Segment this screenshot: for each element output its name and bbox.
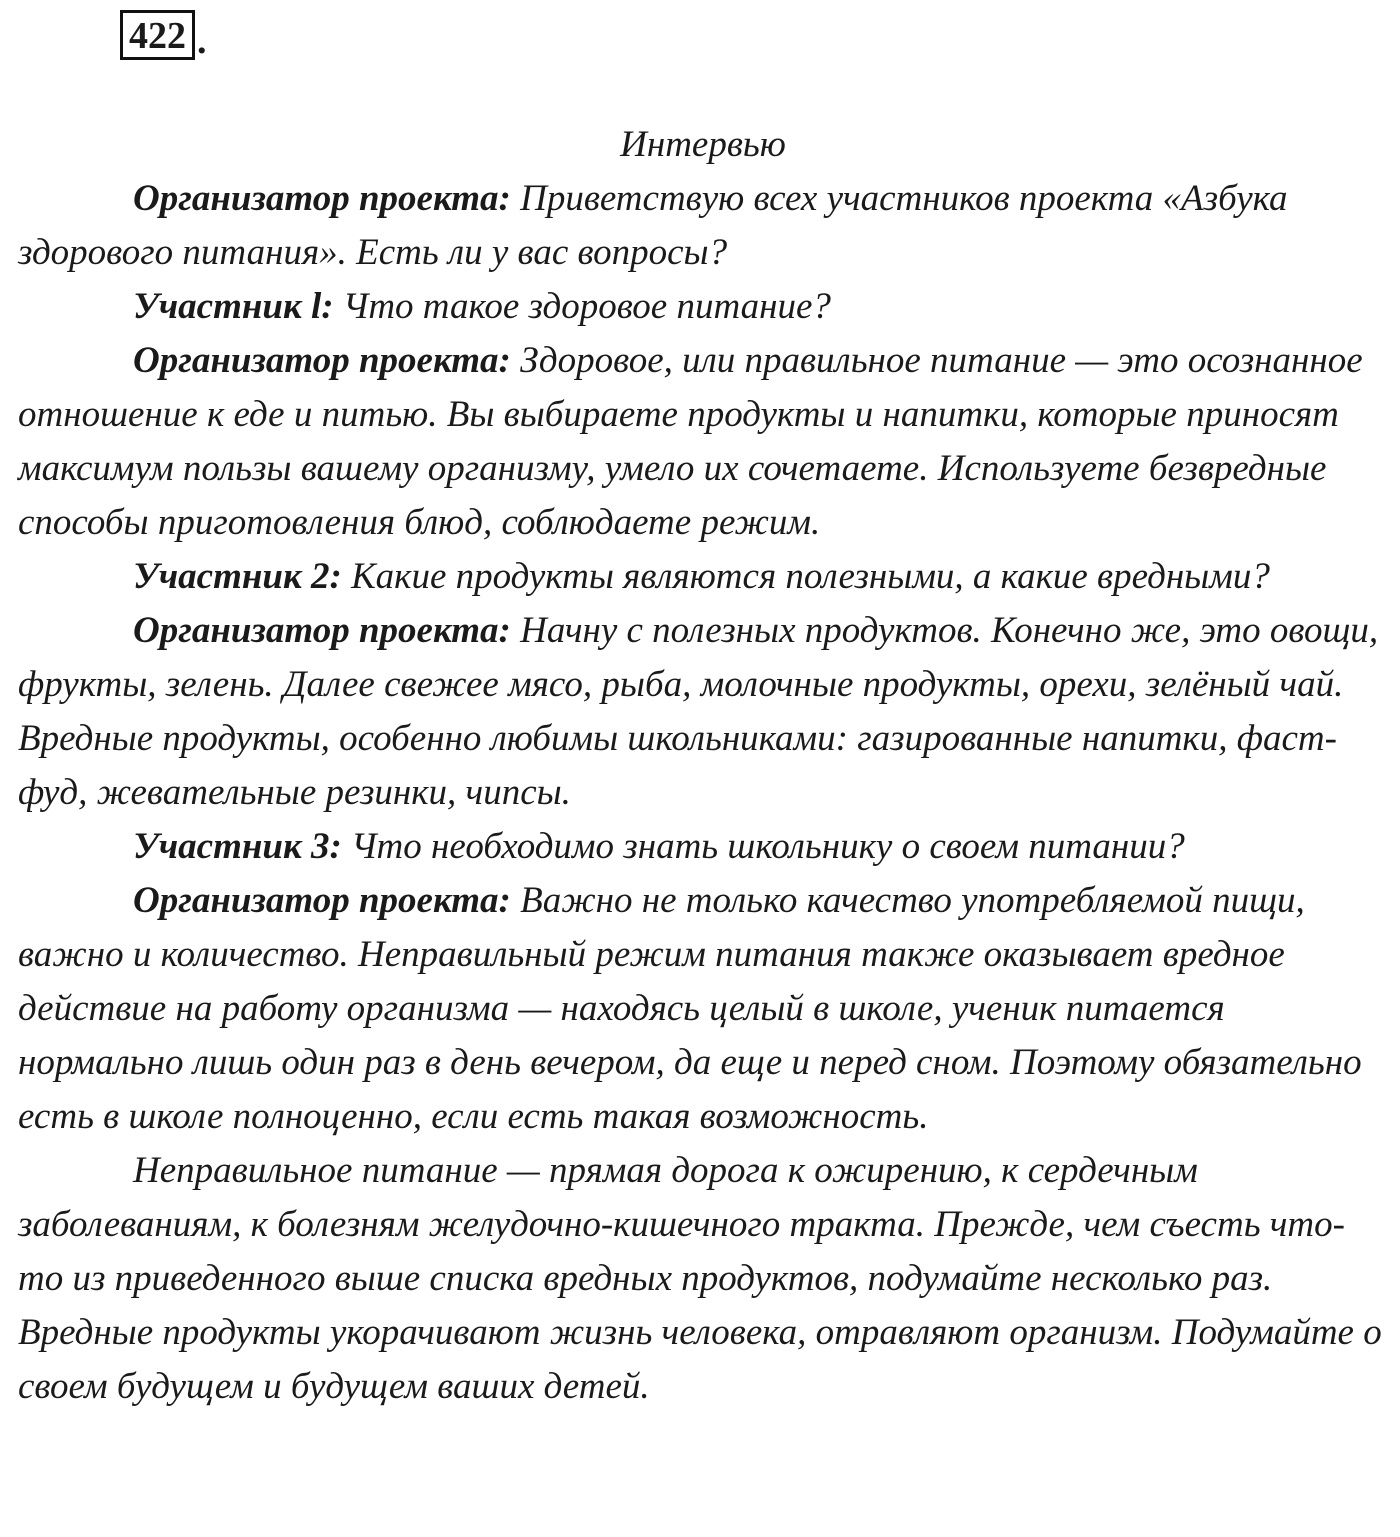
paragraph-text: Важно не только качество употребляемой пищи, важно и количество. Неправильный режим питания также оказывает вредное действие на работу организма — находясь целый в школе, ученик питается нормально лишь один раз в день вечером, да еще и перед сном. Поэтому обязательно есть в школе полноценно, если есть такая возможность.	[18, 880, 1362, 1137]
interview-text	[18, 118, 1388, 1414]
speaker-label: Организатор проекта:	[133, 178, 511, 219]
paragraph-text: Какие продукты являются полезными, а какие вредными?	[341, 556, 1270, 597]
paragraph-organizer-answer-3	[18, 874, 1388, 1144]
paragraph-text: Здоровое, или правильное питание — это осознанное отношение к еде и питью. Вы выбираете продукты и напитки, которые приносят максимум пользы вашему организму, умело их сочетаете. Используете безвредные способы приготовления блюд, соблюдаете режим.	[18, 340, 1363, 543]
exercise-number-box: 422	[120, 10, 195, 60]
speaker-label: Организатор проекта:	[133, 880, 511, 921]
exercise-number	[120, 10, 207, 60]
speaker-label: Участник l:	[133, 286, 334, 327]
exercise-number-dot: .	[197, 20, 207, 62]
speaker-label: Участник 2:	[133, 556, 342, 597]
paragraph-participant-3	[18, 820, 1388, 874]
interview-title: Интервью	[620, 124, 786, 165]
paragraph-text: Начну с полезных продуктов. Конечно же, это овощи, фрукты, зелень. Далее свежее мясо, рыба, молочные продукты, орехи, зелёный чай. Вредные продукты, особенно любимы школьниками: газированные напитки, фаст-фуд, жевательные резинки, чипсы.	[18, 610, 1379, 813]
paragraph-conclusion	[18, 1144, 1388, 1414]
paragraph-organizer-answer-1	[18, 334, 1388, 550]
paragraph-participant-1	[18, 280, 1388, 334]
paragraph-participant-2	[18, 550, 1388, 604]
paragraph-text: Неправильное питание — прямая дорога к ожирению, к сердечным заболеваниям, к болезням желудочно-кишечного тракта. Прежде, чем съесть что-то из приведенного выше списка вредных продуктов, подумайте несколько раз. Вредные продукты укорачивают жизнь человека, отравляют организм. Подумайте о своем будущем и будущем ваших детей.	[18, 1150, 1382, 1407]
speaker-label: Организатор проекта:	[133, 610, 511, 651]
paragraph-text: Приветствую всех участников проекта «Азбука здорового питания». Есть ли у вас вопросы?	[18, 178, 1288, 273]
paragraph-organizer-greeting	[18, 172, 1388, 280]
speaker-label: Участник 3:	[133, 826, 342, 867]
paragraph-text: Что необходимо знать школьнику о своем питании?	[341, 826, 1185, 867]
paragraph-organizer-answer-2	[18, 604, 1388, 820]
speaker-label: Организатор проекта:	[133, 340, 511, 381]
paragraph-text: Что такое здоровое питание?	[333, 286, 831, 327]
